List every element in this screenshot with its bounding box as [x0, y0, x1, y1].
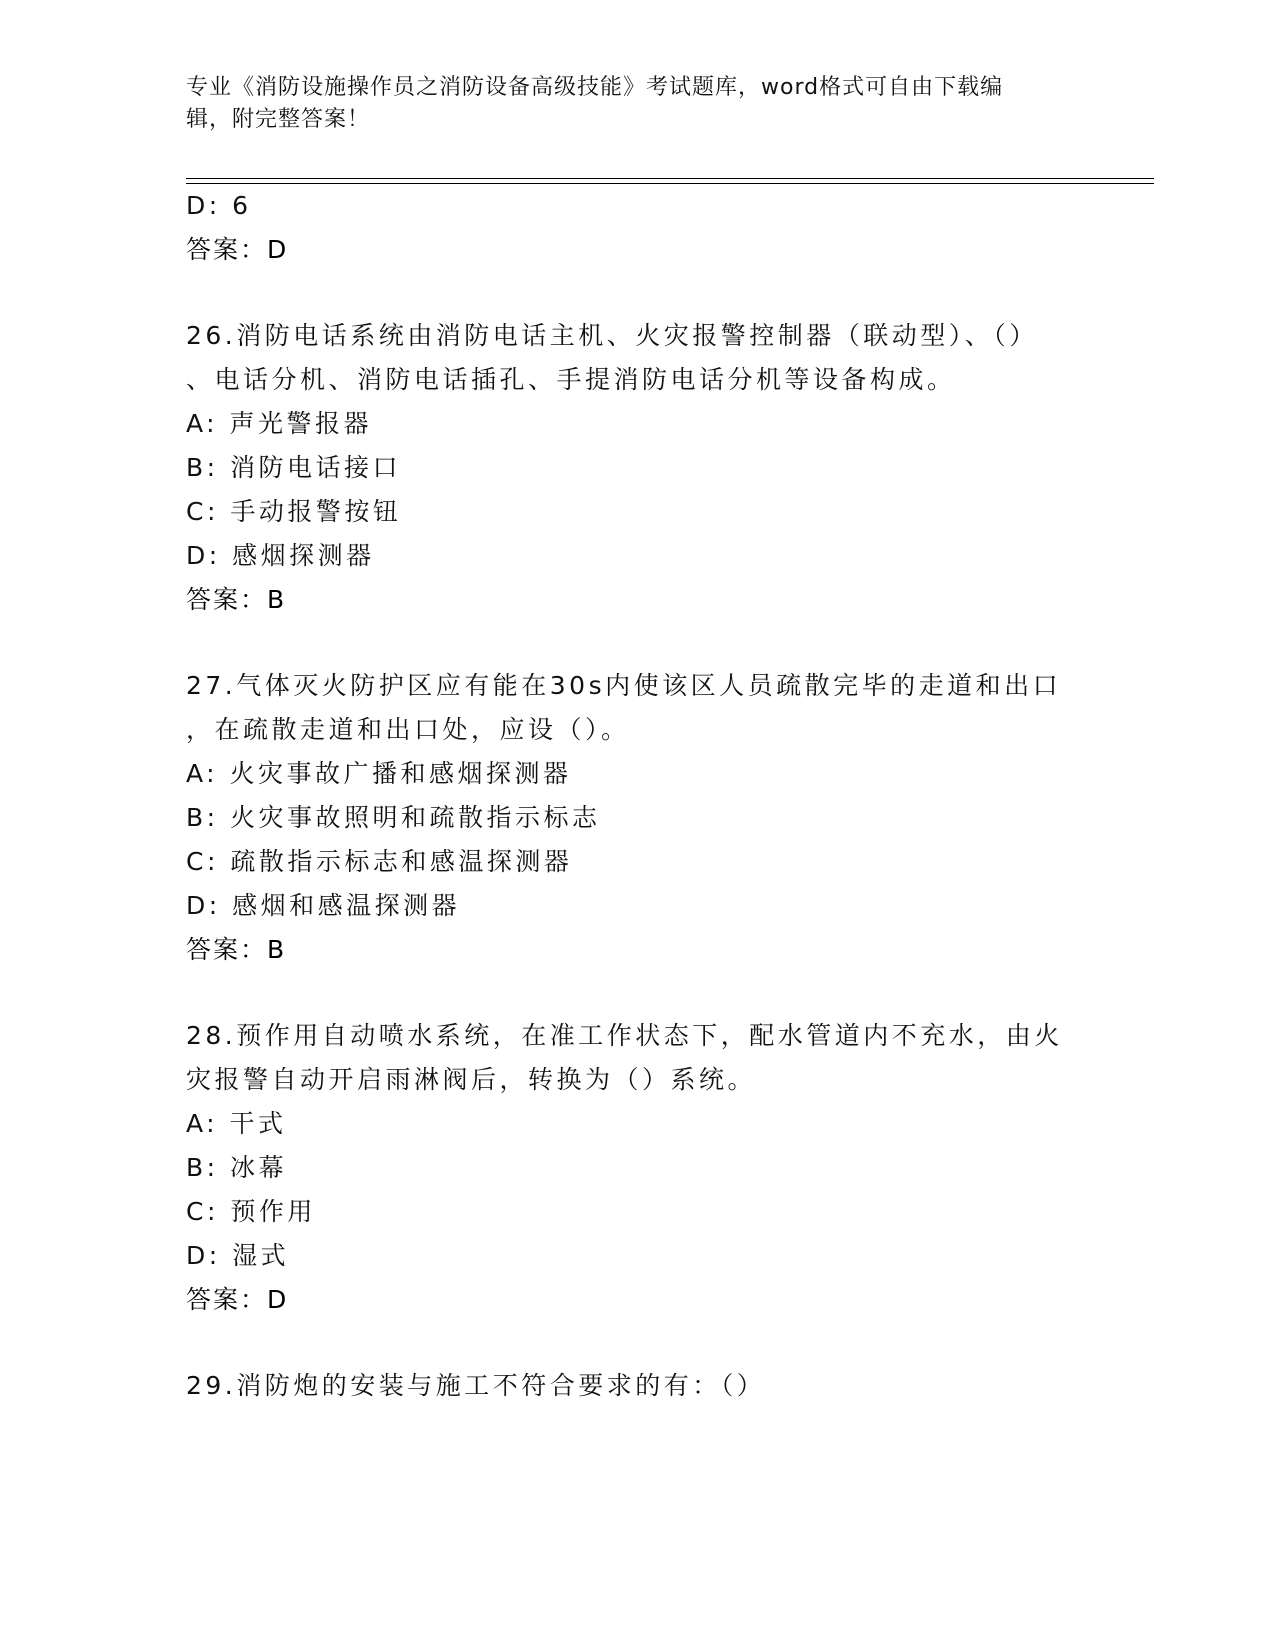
- answer-value: B: [267, 585, 285, 614]
- question-28-option-a: A: 干式: [186, 1109, 287, 1138]
- question-28-option-c: C: 预作用: [186, 1197, 316, 1226]
- prev-answer: [186, 234, 286, 266]
- header-line-1: 专业《消防设施操作员之消防设备高级技能》考试题库，word格式可自由下载编: [186, 75, 1004, 100]
- answer-label: 答案：: [186, 585, 268, 614]
- answer-label: 答案：: [186, 935, 268, 964]
- question-26-option-b: B: 消防电话接口: [186, 453, 402, 482]
- header-divider-top: [186, 178, 1154, 179]
- header-line-2: 辑，附完整答案！: [186, 107, 371, 132]
- question-26-line-2: 、电话分机、消防电话插孔、手提消防电话分机等设备构成。: [186, 365, 956, 394]
- answer-label: 答案：: [186, 235, 268, 264]
- question-27-answer: [186, 934, 284, 966]
- question-26-option-c: C: 手动报警按钮: [186, 497, 402, 526]
- answer-label: 答案：: [186, 1285, 268, 1314]
- question-29-line-1: 29.消防炮的安装与施工不符合要求的有：（）: [186, 1371, 766, 1400]
- question-27-option-a: A: 火灾事故广播和感烟探测器: [186, 759, 572, 788]
- header-divider-bottom: [186, 183, 1154, 184]
- question-27-option-c: C: 疏散指示标志和感温探测器: [186, 847, 573, 876]
- question-27-line-2: ，在疏散走道和出口处，应设（）。: [186, 715, 630, 744]
- question-26-option-a: A: 声光警报器: [186, 409, 373, 438]
- question-27-line-1: 27.气体灭火防护区应有能在30s内使该区人员疏散完毕的走道和出口: [186, 671, 1062, 700]
- question-26-option-d: D: 感烟探测器: [186, 541, 375, 570]
- question-26-answer: [186, 584, 284, 616]
- question-26-line-1: 26.消防电话系统由消防电话主机、火灾报警控制器（联动型）、（）: [186, 321, 1038, 350]
- question-28-line-1: 28.预作用自动喷水系统，在准工作状态下，配水管道内不充水，由火: [186, 1021, 1063, 1050]
- question-28-answer: [186, 1284, 286, 1316]
- document-header: [186, 72, 1086, 136]
- question-28-line-2: 灾报警自动开启雨淋阀后，转换为（）系统。: [186, 1065, 757, 1094]
- question-28-option-b: B: 冰幕: [186, 1153, 288, 1182]
- question-28-option-d: D: 湿式: [186, 1241, 290, 1270]
- question-27-option-d: D: 感烟和感温探测器: [186, 891, 461, 920]
- answer-value: D: [267, 1285, 287, 1314]
- answer-value: B: [267, 935, 285, 964]
- prev-option-d: D: 6: [186, 191, 252, 220]
- answer-value: D: [267, 235, 287, 264]
- question-27-option-b: B: 火灾事故照明和疏散指示标志: [186, 803, 601, 832]
